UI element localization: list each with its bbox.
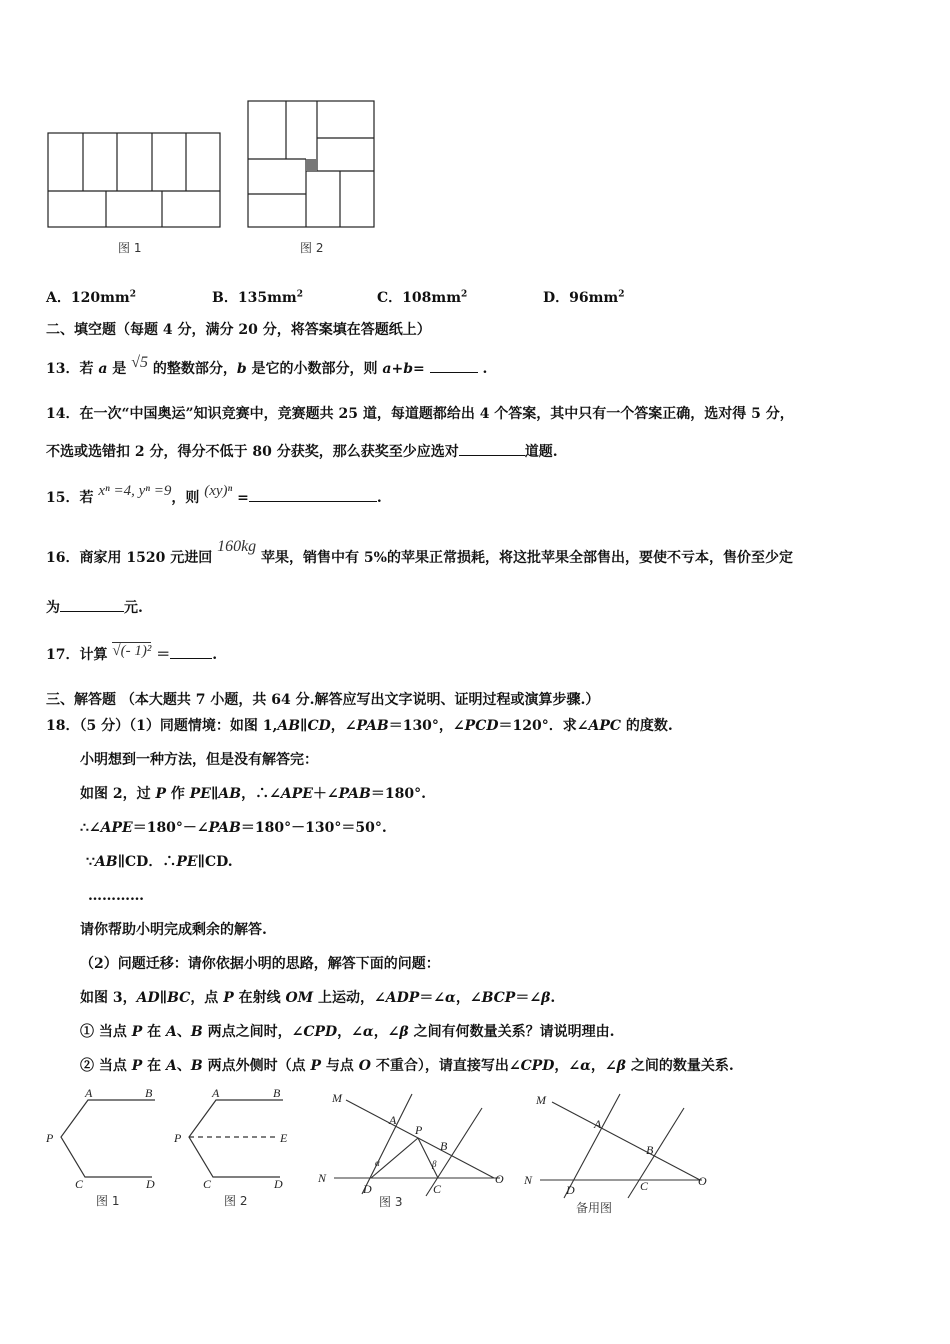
svg-text:C: C — [203, 1177, 212, 1191]
svg-text:P: P — [174, 1131, 182, 1145]
sqrt-formula: √(- 1)² — [112, 643, 152, 659]
svg-text:A: A — [212, 1086, 220, 1100]
svg-text:M: M — [332, 1091, 342, 1105]
svg-text:E: E — [280, 1131, 288, 1145]
section3-title: 三、解答题 （本大题共 7 小题，共 64 分.解答应写出文字说明、证明过程或演算步骤.） — [46, 692, 600, 708]
fig2-caption: 图 2 — [300, 241, 324, 255]
svg-text:A: A — [85, 1086, 93, 1100]
svg-text:C: C — [433, 1182, 442, 1196]
svg-text:图 2: 图 2 — [224, 1194, 248, 1208]
svg-text:备用图: 备用图 — [576, 1201, 613, 1215]
xy-power-formula: (xy)ⁿ — [204, 483, 233, 499]
choice-c: C．$108mm^2$ — [377, 289, 468, 306]
geometry-figure-spare — [518, 1086, 718, 1218]
q18-line7: 请你帮助小明完成剩余的解答. — [80, 922, 267, 938]
svg-text:P: P — [46, 1131, 54, 1145]
q18-line10: ① 当点 P 在 A、B 两点之间时，∠CPD，∠α，∠β 之间有何数量关系？请说明理由. — [80, 1024, 615, 1040]
question-16-line1: 16．商家用 1520 元进回 160kg 苹果，销售中有 5%的苹果正常损耗，将这批苹果全部售出，要使不亏本，售价至少定 — [46, 538, 793, 566]
question-14-line1: 14．在一次“中国奥运”知识竞赛中，竞赛题共 25 道，每道题都给出 4 个答案，其中只有一个答案正确，选对得 5 分， — [46, 406, 794, 422]
figure-rectangles-2 — [244, 96, 384, 258]
svg-text:A: A — [389, 1113, 397, 1127]
svg-text:α: α — [375, 1158, 380, 1168]
mass-formula: 160kg — [217, 538, 257, 555]
svg-text:C: C — [640, 1179, 649, 1193]
question-15: 15．若 xⁿ =4, yⁿ =9，则 (xy)ⁿ = . — [46, 483, 382, 506]
svg-text:M: M — [536, 1093, 546, 1107]
svg-text:B: B — [145, 1086, 153, 1100]
svg-text:D: D — [274, 1177, 283, 1191]
q18-line9: 如图 3，AD∥BC，点 P 在射线 OM 上运动，∠ADP＝∠α，∠BCP＝∠β. — [80, 990, 556, 1006]
svg-text:O: O — [698, 1174, 707, 1188]
svg-text:P: P — [415, 1123, 423, 1137]
svg-text:A: A — [594, 1117, 602, 1131]
question-14-line2: 不选或选错扣 2 分，得分不低于 80 分获奖，那么获奖至少应选对 道题. — [46, 441, 558, 462]
q18-line2: 小明想到一种方法，但是没有解答完： — [80, 752, 318, 768]
q18-line5: ∵AB∥CD．∴PE∥CD. — [86, 854, 233, 870]
choice-b: B．$135mm^2$ — [212, 289, 303, 306]
sqrt5-formula: √5 — [131, 354, 148, 371]
svg-text:N: N — [318, 1171, 327, 1185]
svg-text:D: D — [363, 1182, 372, 1196]
svg-text:D: D — [566, 1183, 575, 1197]
fig1-caption: 图 1 — [118, 241, 142, 255]
answer-blank-17[interactable] — [170, 644, 212, 659]
condition-formula: xⁿ =4, yⁿ =9 — [98, 483, 172, 499]
svg-text:β: β — [432, 1159, 437, 1169]
geometry-figure-2 — [168, 1082, 298, 1212]
figure-rectangles-1 — [44, 128, 224, 258]
svg-text:B: B — [440, 1139, 448, 1153]
svg-text:图 1: 图 1 — [96, 1194, 120, 1208]
svg-text:D: D — [146, 1177, 155, 1191]
svg-text:C: C — [75, 1177, 84, 1191]
q18-line8: （2）问题迁移：请你依据小明的思路，解答下面的问题： — [80, 956, 440, 972]
svg-text:B: B — [273, 1086, 281, 1100]
question-13: 13．若 a 是 √5 的整数部分，b 是它的小数部分，则 a+b= . — [46, 354, 488, 377]
q18-line3: 如图 2，过 P 作 PE∥AB，∴∠APE＋∠PAB＝180°. — [80, 786, 426, 802]
section2-title: 二、填空题（每题 4 分，满分 20 分，将答案填在答题纸上） — [46, 322, 431, 338]
svg-text:O: O — [495, 1172, 504, 1186]
q18-line11: ② 当点 P 在 A、B 两点外侧时（点 P 与点 O 不重合），请直接写出∠CPD，∠α，∠β 之间的数量关系. — [80, 1058, 734, 1074]
svg-text:B: B — [646, 1143, 654, 1157]
question-17: 17．计算 √(- 1)² ＝ . — [46, 643, 218, 663]
answer-blank-14[interactable] — [459, 441, 525, 456]
answer-blank-16[interactable] — [60, 597, 124, 612]
q18-line4: ∴∠APE＝180°－∠PAB＝180°－130°＝50°. — [80, 820, 387, 836]
choice-a: A．$120mm^2$ — [46, 289, 136, 306]
answer-blank-15[interactable] — [249, 487, 377, 502]
geometry-figure-1 — [40, 1082, 170, 1212]
question-16-line2: 为 元. — [46, 597, 143, 618]
q18-line1: 18．（5 分）（1）同题情境：如图 1,AB∥CD，∠PAB＝130°，∠PCD＝120°．求∠APC 的度数. — [46, 718, 673, 734]
q18-ellipsis: ………… — [88, 888, 144, 904]
choice-d: D．$96mm^2$ — [543, 289, 625, 306]
geometry-figure-3 — [314, 1086, 514, 1212]
svg-text:图 3: 图 3 — [379, 1195, 403, 1209]
answer-blank-13[interactable] — [430, 358, 478, 373]
svg-text:N: N — [524, 1173, 533, 1187]
